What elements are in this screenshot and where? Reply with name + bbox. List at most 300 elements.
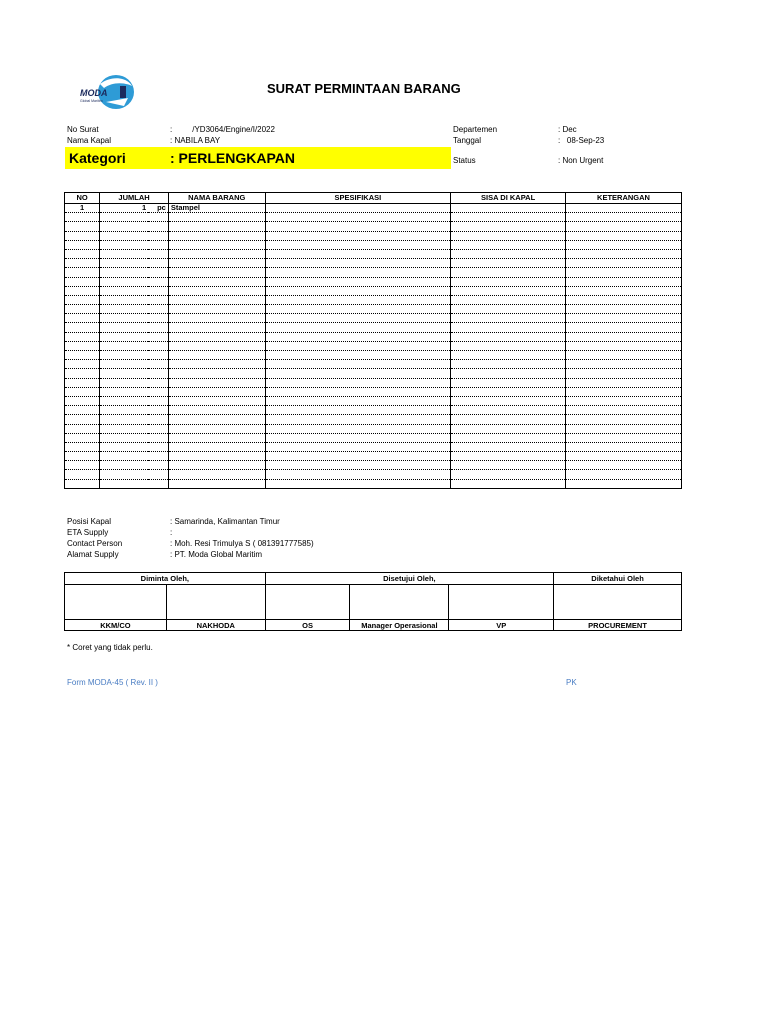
empty-cell [65, 396, 100, 405]
empty-cell [168, 277, 265, 286]
empty-cell [451, 277, 566, 286]
empty-cell [148, 452, 168, 461]
empty-cell [168, 406, 265, 415]
empty-cell [65, 470, 100, 479]
empty-cell [148, 231, 168, 240]
empty-cell [451, 415, 566, 424]
empty-cell [451, 461, 566, 470]
empty-cell [65, 286, 100, 295]
empty-cell [100, 433, 148, 442]
page-title: SURAT PERMINTAAN BARANG [267, 81, 461, 96]
empty-cell [168, 433, 265, 442]
empty-cell [265, 314, 451, 323]
empty-cell [566, 479, 682, 488]
empty-cell [168, 231, 265, 240]
empty-cell [148, 268, 168, 277]
empty-cell [100, 277, 148, 286]
logo-subtext: Global Maritim [80, 99, 103, 103]
empty-cell [148, 249, 168, 258]
empty-cell [168, 249, 265, 258]
empty-table-row [65, 332, 682, 341]
empty-cell [566, 249, 682, 258]
col-keterangan: KETERANGAN [566, 193, 682, 204]
empty-cell [65, 268, 100, 277]
empty-cell [65, 277, 100, 286]
empty-cell [451, 433, 566, 442]
empty-cell [566, 305, 682, 314]
empty-cell [148, 387, 168, 396]
col-no: NO [65, 193, 100, 204]
empty-cell [100, 396, 148, 405]
role-procurement: PROCUREMENT [554, 620, 682, 631]
empty-table-row [65, 268, 682, 277]
empty-cell [65, 415, 100, 424]
empty-cell [65, 387, 100, 396]
empty-cell [265, 452, 451, 461]
empty-cell [65, 332, 100, 341]
empty-table-row [65, 249, 682, 258]
empty-cell [148, 314, 168, 323]
empty-cell [168, 396, 265, 405]
empty-cell [168, 213, 265, 222]
empty-table-row [65, 470, 682, 479]
empty-cell [100, 406, 148, 415]
empty-table-row [65, 415, 682, 424]
items-table [64, 192, 682, 489]
alamat-supply-label: Alamat Supply [67, 550, 119, 559]
empty-cell [265, 369, 451, 378]
empty-cell [148, 461, 168, 470]
empty-cell [265, 305, 451, 314]
empty-cell [65, 314, 100, 323]
empty-cell [168, 378, 265, 387]
empty-cell [168, 470, 265, 479]
empty-cell [148, 323, 168, 332]
empty-cell [65, 479, 100, 488]
empty-cell [566, 240, 682, 249]
departemen-label: Departemen [453, 125, 498, 134]
empty-cell [265, 286, 451, 295]
empty-cell [451, 360, 566, 369]
empty-cell [148, 360, 168, 369]
empty-cell [100, 332, 148, 341]
role-kkm-co: KKM/CO [65, 620, 167, 631]
nama-kapal-value: : NABILA BAY [170, 136, 221, 145]
empty-cell [100, 415, 148, 424]
empty-cell [148, 222, 168, 231]
empty-cell [168, 452, 265, 461]
empty-cell [566, 360, 682, 369]
empty-cell [566, 387, 682, 396]
empty-cell [65, 424, 100, 433]
role-nakhoda: NAKHODA [166, 620, 265, 631]
empty-cell [168, 323, 265, 332]
empty-cell [148, 341, 168, 350]
empty-cell [265, 387, 451, 396]
empty-table-row [65, 222, 682, 231]
col-nama-barang: NAMA BARANG [168, 193, 265, 204]
empty-cell [148, 378, 168, 387]
empty-table-row [65, 461, 682, 470]
signature-table [64, 572, 682, 631]
empty-cell [451, 268, 566, 277]
empty-cell [265, 277, 451, 286]
signature-box [350, 585, 449, 620]
empty-cell [265, 323, 451, 332]
empty-cell [148, 259, 168, 268]
empty-cell [100, 323, 148, 332]
empty-cell [566, 222, 682, 231]
empty-cell [168, 387, 265, 396]
empty-cell [451, 323, 566, 332]
empty-cell [168, 479, 265, 488]
empty-cell [451, 240, 566, 249]
disetujui-oleh: Disetujui Oleh, [265, 573, 553, 585]
empty-cell [100, 442, 148, 451]
empty-cell [566, 268, 682, 277]
diminta-oleh: Diminta Oleh, [65, 573, 266, 585]
empty-cell [265, 295, 451, 304]
empty-cell [265, 213, 451, 222]
empty-cell [566, 332, 682, 341]
empty-cell [265, 249, 451, 258]
empty-table-row [65, 231, 682, 240]
empty-cell [451, 369, 566, 378]
empty-cell [566, 323, 682, 332]
role-os: OS [265, 620, 350, 631]
empty-cell [168, 424, 265, 433]
empty-cell [168, 314, 265, 323]
empty-cell [168, 360, 265, 369]
empty-cell [566, 277, 682, 286]
empty-table-row [65, 295, 682, 304]
empty-cell [168, 222, 265, 231]
empty-cell [566, 351, 682, 360]
contact-person-value: : Moh. Resi Trimulya S ( 081391777585) [170, 539, 314, 548]
empty-cell [451, 259, 566, 268]
signature-role-row [65, 620, 682, 631]
empty-cell [451, 332, 566, 341]
tanggal-label: Tanggal [453, 136, 482, 145]
signature-box [166, 585, 265, 620]
empty-cell [148, 213, 168, 222]
empty-cell [265, 332, 451, 341]
empty-cell [100, 305, 148, 314]
empty-cell [265, 231, 451, 240]
empty-cell [148, 332, 168, 341]
row-unit: pc [148, 204, 168, 213]
empty-cell [100, 461, 148, 470]
empty-cell [168, 286, 265, 295]
empty-cell [168, 442, 265, 451]
empty-cell [451, 378, 566, 387]
signature-box [449, 585, 554, 620]
empty-cell [566, 231, 682, 240]
empty-cell [566, 295, 682, 304]
empty-cell [100, 259, 148, 268]
empty-cell [148, 305, 168, 314]
diketahui-oleh: Diketahui Oleh [554, 573, 682, 585]
empty-cell [265, 259, 451, 268]
row-spesifikasi [265, 204, 451, 213]
empty-table-row [65, 369, 682, 378]
empty-table-row [65, 314, 682, 323]
signature-box [65, 585, 167, 620]
empty-cell [65, 452, 100, 461]
col-sisa-di-kapal: SISA DI KAPAL [451, 193, 566, 204]
empty-cell [148, 351, 168, 360]
posisi-kapal-value: : Samarinda, Kalimantan Timur [170, 517, 280, 526]
signature-box [265, 585, 350, 620]
departemen-value: : Dec [558, 125, 577, 134]
empty-cell [148, 295, 168, 304]
row-keterangan [566, 204, 682, 213]
empty-cell [451, 286, 566, 295]
signature-box [554, 585, 682, 620]
no-surat-value: : /YD3064/Engine/I/2022 [170, 125, 275, 134]
empty-cell [265, 406, 451, 415]
empty-cell [65, 305, 100, 314]
empty-cell [65, 231, 100, 240]
role-manager-operasional: Manager Operasional [350, 620, 449, 631]
kategori-label: Kategori [69, 150, 126, 166]
empty-cell [168, 351, 265, 360]
empty-cell [566, 433, 682, 442]
col-jumlah: JUMLAH [100, 193, 169, 204]
status-value: : Non Urgent [558, 156, 604, 165]
empty-cell [100, 213, 148, 222]
empty-cell [168, 341, 265, 350]
empty-cell [566, 424, 682, 433]
empty-cell [100, 424, 148, 433]
empty-cell [566, 415, 682, 424]
empty-cell [566, 213, 682, 222]
pk-label: PK [566, 678, 577, 687]
row-no: 1 [65, 204, 100, 213]
empty-table-row [65, 433, 682, 442]
empty-cell [65, 323, 100, 332]
empty-cell [65, 433, 100, 442]
empty-cell [566, 442, 682, 451]
empty-cell [451, 305, 566, 314]
empty-cell [451, 295, 566, 304]
empty-table-row [65, 378, 682, 387]
table-row [65, 204, 682, 213]
empty-cell [168, 332, 265, 341]
empty-cell [265, 341, 451, 350]
empty-cell [148, 396, 168, 405]
empty-cell [148, 479, 168, 488]
empty-cell [100, 452, 148, 461]
empty-cell [566, 286, 682, 295]
empty-cell [100, 222, 148, 231]
empty-cell [566, 259, 682, 268]
empty-cell [100, 479, 148, 488]
empty-cell [148, 442, 168, 451]
signature-space-row [65, 585, 682, 620]
empty-cell [168, 295, 265, 304]
empty-cell [451, 387, 566, 396]
empty-table-row [65, 452, 682, 461]
table-header-row [65, 193, 682, 204]
empty-cell [148, 369, 168, 378]
row-jumlah: 1 [100, 204, 148, 213]
empty-table-row [65, 351, 682, 360]
empty-cell [265, 461, 451, 470]
empty-table-row [65, 479, 682, 488]
empty-cell [168, 259, 265, 268]
empty-table-row [65, 240, 682, 249]
empty-cell [65, 222, 100, 231]
form-code: Form MODA-45 ( Rev. II ) [67, 678, 158, 687]
empty-cell [451, 406, 566, 415]
empty-cell [65, 240, 100, 249]
logo-text: MODA [80, 88, 108, 98]
empty-table-row [65, 360, 682, 369]
empty-cell [100, 369, 148, 378]
empty-cell [265, 360, 451, 369]
status-label: Status [453, 156, 476, 165]
empty-table-row [65, 277, 682, 286]
empty-cell [451, 442, 566, 451]
empty-cell [65, 406, 100, 415]
empty-cell [168, 305, 265, 314]
empty-cell [265, 433, 451, 442]
empty-cell [566, 470, 682, 479]
empty-cell [100, 249, 148, 258]
empty-cell [100, 360, 148, 369]
empty-table-row [65, 259, 682, 268]
empty-cell [100, 378, 148, 387]
empty-cell [451, 452, 566, 461]
empty-cell [451, 314, 566, 323]
col-spesifikasi: SPESIFIKASI [265, 193, 451, 204]
empty-table-row [65, 396, 682, 405]
empty-cell [451, 351, 566, 360]
empty-table-row [65, 341, 682, 350]
empty-cell [65, 369, 100, 378]
empty-cell [451, 479, 566, 488]
no-surat-label: No Surat [67, 125, 99, 134]
empty-table-row [65, 323, 682, 332]
empty-cell [65, 341, 100, 350]
empty-cell [148, 433, 168, 442]
empty-cell [100, 286, 148, 295]
empty-cell [451, 424, 566, 433]
empty-table-row [65, 442, 682, 451]
signature-group-row [65, 573, 682, 585]
empty-cell [100, 387, 148, 396]
empty-cell [65, 378, 100, 387]
empty-cell [566, 378, 682, 387]
empty-cell [65, 351, 100, 360]
empty-cell [148, 286, 168, 295]
empty-cell [566, 369, 682, 378]
empty-cell [265, 378, 451, 387]
empty-cell [265, 222, 451, 231]
empty-cell [65, 249, 100, 258]
empty-cell [148, 415, 168, 424]
eta-supply-value: : [170, 528, 173, 537]
empty-cell [566, 452, 682, 461]
eta-supply-label: ETA Supply [67, 528, 109, 537]
empty-cell [265, 268, 451, 277]
empty-cell [65, 295, 100, 304]
empty-cell [168, 268, 265, 277]
footnote: * Coret yang tidak perlu. [67, 643, 153, 652]
empty-cell [265, 424, 451, 433]
empty-cell [100, 351, 148, 360]
empty-cell [566, 406, 682, 415]
empty-table-row [65, 406, 682, 415]
empty-cell [148, 277, 168, 286]
empty-cell [100, 295, 148, 304]
empty-cell [65, 259, 100, 268]
empty-cell [566, 341, 682, 350]
empty-cell [65, 442, 100, 451]
empty-cell [100, 231, 148, 240]
empty-cell [265, 470, 451, 479]
empty-cell [100, 470, 148, 479]
empty-cell [65, 360, 100, 369]
empty-cell [265, 442, 451, 451]
empty-cell [451, 341, 566, 350]
empty-cell [100, 314, 148, 323]
empty-cell [566, 461, 682, 470]
empty-cell [100, 240, 148, 249]
empty-table-row [65, 213, 682, 222]
empty-cell [265, 240, 451, 249]
empty-cell [265, 415, 451, 424]
tanggal-value: : 08-Sep-23 [558, 136, 605, 145]
empty-cell [451, 213, 566, 222]
contact-person-label: Contact Person [67, 539, 123, 548]
empty-cell [566, 314, 682, 323]
empty-cell [148, 406, 168, 415]
empty-cell [265, 479, 451, 488]
empty-table-row [65, 286, 682, 295]
empty-cell [148, 240, 168, 249]
alamat-supply-value: : PT. Moda Global Maritim [170, 550, 263, 559]
role-vp: VP [449, 620, 554, 631]
empty-cell [566, 396, 682, 405]
empty-cell [451, 396, 566, 405]
empty-cell [168, 461, 265, 470]
empty-cell [100, 341, 148, 350]
empty-cell [168, 415, 265, 424]
empty-cell [65, 461, 100, 470]
empty-table-row [65, 305, 682, 314]
empty-cell [168, 240, 265, 249]
empty-cell [100, 268, 148, 277]
row-sisa [451, 204, 566, 213]
posisi-kapal-label: Posisi Kapal [67, 517, 112, 526]
empty-cell [451, 222, 566, 231]
empty-cell [451, 231, 566, 240]
nama-kapal-label: Nama Kapal [67, 136, 112, 145]
row-nama-barang: Stampel [168, 204, 265, 213]
empty-cell [148, 424, 168, 433]
empty-table-row [65, 387, 682, 396]
empty-cell [265, 351, 451, 360]
kategori-value: : PERLENGKAPAN [170, 150, 295, 166]
empty-cell [451, 470, 566, 479]
empty-cell [265, 396, 451, 405]
empty-cell [148, 470, 168, 479]
empty-table-row [65, 424, 682, 433]
empty-cell [168, 369, 265, 378]
empty-cell [451, 249, 566, 258]
